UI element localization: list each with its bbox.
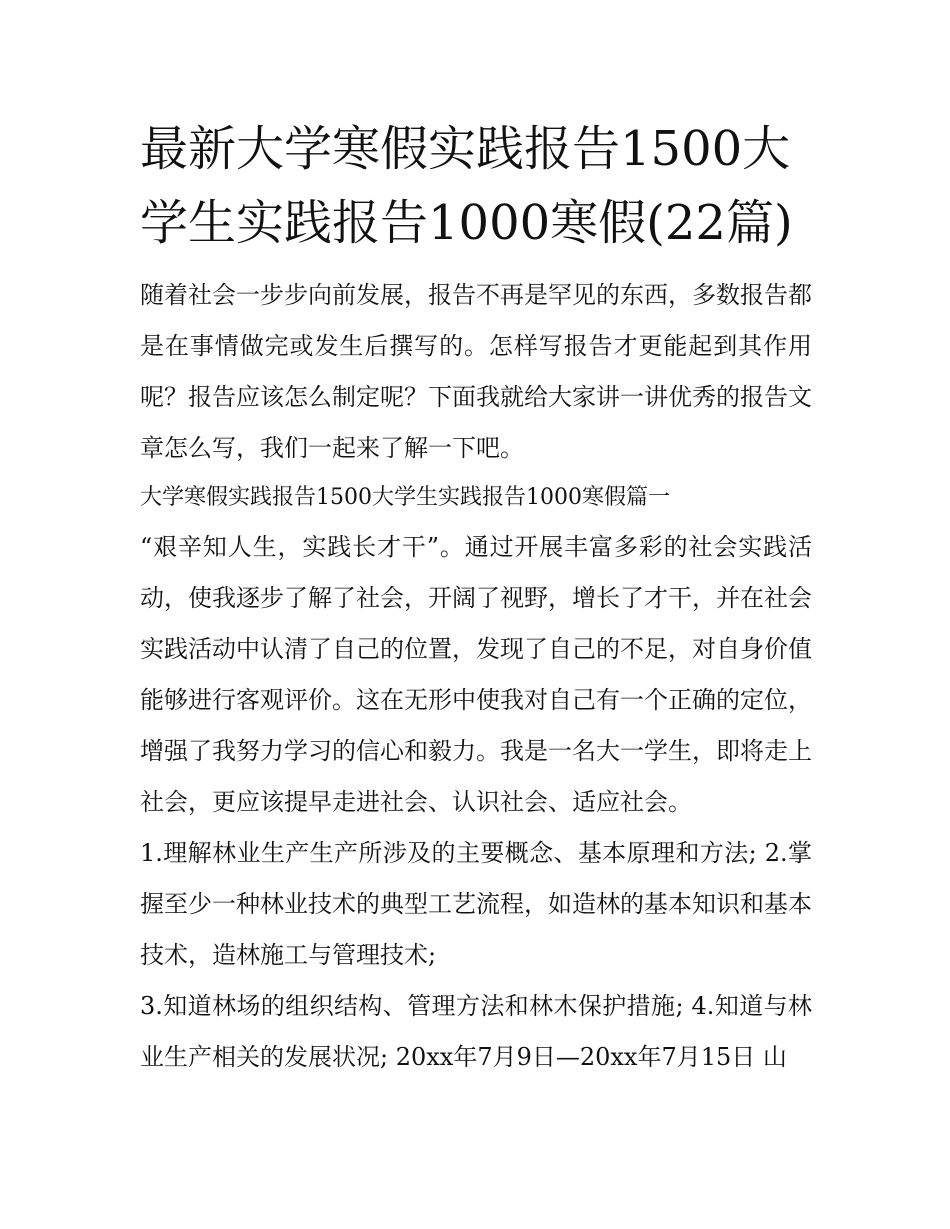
document-title: 最新大学寒假实践报告1500大学生实践报告1000寒假(22篇) xyxy=(140,121,793,251)
body-paragraph: 1.理解林业生产生产所涉及的主要概念、基本原理和方法; 2.掌握至少一种林业技术的典型工艺流程，如造林的基本知识和基本技术，造林施工与管理技术; xyxy=(140,839,812,969)
body-paragraph: 3.知道林场的组织结构、管理方法和林木保护措施; 4.知道与林业生产相关的发展状况; 20xx年7月9日—20xx年7月15日 山 xyxy=(140,992,812,1071)
intro-paragraph: 随着社会一步步向前发展，报告不再是罕见的东西，多数报告都是在事情做完或发生后撰写的。怎样写报告才更能起到其作用呢？报告应该怎么制定呢？下面我就给大家讲一讲优秀的报告文章怎么写，我们一起来了解一下吧。 xyxy=(140,281,812,462)
section-heading: 大学寒假实践报告1500大学生实践报告1000寒假篇一 xyxy=(140,485,670,510)
body-paragraph: “艰辛知人生，实践长才干”。通过开展丰富多彩的社会实践活动，使我逐步了解了社会，开阔了视野，增长了才干，并在社会实践活动中认清了自己的位置，发现了自己的不足，对自身价值能够进行客观评价。这在无形中使我对自己有一个正确的定位，增强了我努力学习的信心和毅力。我是一名大一学生，即将走上社会，更应该提早走进社会、认识社会、适应社会。 xyxy=(140,533,812,816)
document-page xyxy=(140,112,812,1083)
